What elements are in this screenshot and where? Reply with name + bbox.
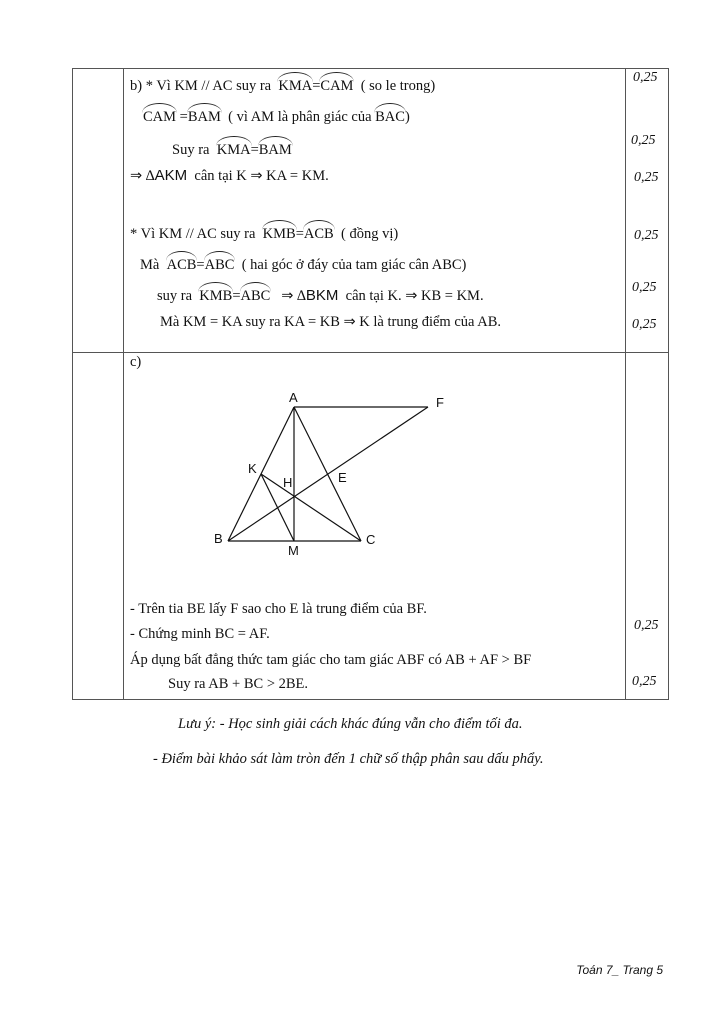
part-c-line-3: Áp dụng bất đẳng thức tam giác cho tam giác ABF có AB + AF > BF — [130, 652, 532, 668]
part-b-line-8: Mà KM = KA suy ra KA = KB ⇒ K là trung điểm của AB. — [160, 314, 502, 330]
label-m: M — [288, 543, 299, 558]
page-footer: Toán 7_ Trang 5 — [576, 963, 663, 977]
score-c-1: 0,25 — [634, 618, 659, 633]
score-b-2: 0,25 — [631, 133, 656, 148]
part-c-label: c) — [130, 354, 142, 370]
table-divider-left — [123, 69, 124, 699]
score-b-3: 0,25 — [634, 170, 659, 185]
label-f: F — [436, 395, 444, 410]
label-h: H — [283, 475, 293, 490]
score-b-6: 0,25 — [632, 317, 657, 332]
table-divider-right — [625, 69, 626, 699]
label-b: B — [214, 531, 223, 546]
part-b-line-5: * Vì KM // AC suy ra KMB=ACB ( đồng vị) — [130, 226, 399, 242]
label-c: C — [366, 532, 376, 547]
table-row-divider — [73, 352, 668, 353]
score-b-5: 0,25 — [632, 280, 657, 295]
score-b-1: 0,25 — [633, 70, 658, 85]
part-b-line-2: CAM =BAM ( vì AM là phân giác của BAC) — [143, 109, 410, 125]
geometry-figure — [200, 385, 470, 565]
part-b-line-7: suy ra KMB=ABC ⇒ ∆BKM cân tại K. ⇒ KB = KM. — [157, 287, 484, 304]
segment-bf — [228, 407, 428, 541]
score-c-2: 0,25 — [632, 674, 657, 689]
score-b-4: 0,25 — [634, 228, 659, 243]
part-b-line-1: b) * Vì KM // AC suy ra KMA=CAM ( so le trong) — [130, 78, 436, 94]
part-b-line-6: Mà ACB=ABC ( hai góc ở đáy của tam giác cân ABC) — [140, 257, 467, 273]
part-c-line-2: - Chứng minh BC = AF. — [130, 626, 270, 642]
label-a: A — [289, 390, 298, 405]
note-line-2: - Điểm bài khảo sát làm tròn đến 1 chữ số thập phân sau dấu phẩy. — [153, 751, 544, 767]
part-b-line-3: Suy ra KMA=BAM — [172, 142, 292, 158]
label-k: K — [248, 461, 257, 476]
note-line-1: Lưu ý: - Học sinh giải cách khác đúng vẫn cho điểm tối đa. — [178, 716, 523, 732]
part-c-line-1: - Trên tia BE lấy F sao cho E là trung điểm của BF. — [130, 601, 427, 617]
part-c-line-4: Suy ra AB + BC > 2BE. — [168, 676, 309, 692]
part-b-line-4: ⇒ ∆AKM cân tại K ⇒ KA = KM. — [130, 167, 329, 184]
label-e: E — [338, 470, 347, 485]
